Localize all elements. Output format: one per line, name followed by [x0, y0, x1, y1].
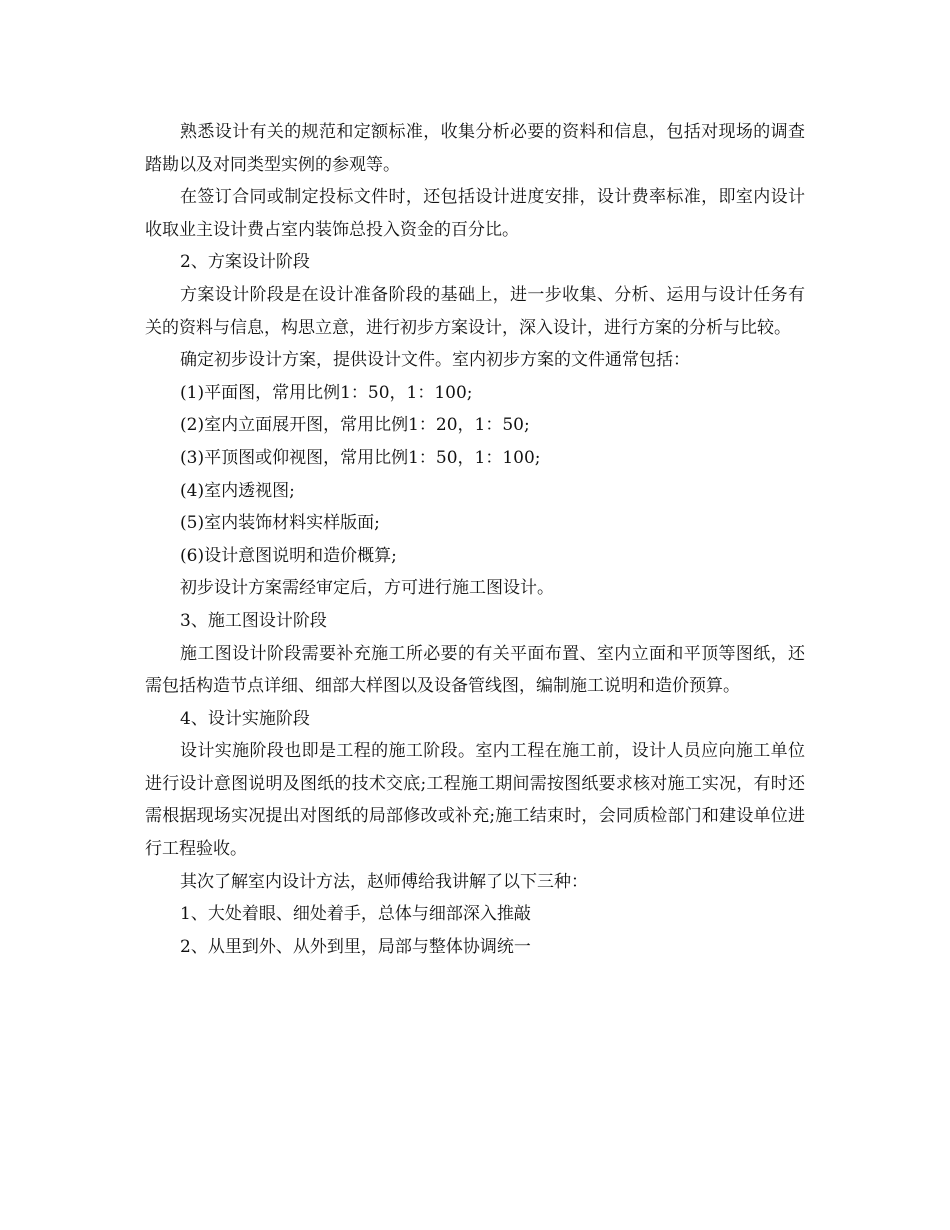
- list-item-elevation: (2)室内立面展开图，常用比例1：20，1：50;: [180, 415, 530, 436]
- list-item-perspective: (4)室内透视图;: [180, 480, 295, 501]
- section-heading-scheme-design: 2、方案设计阶段: [180, 252, 310, 273]
- paragraph-implementation: 设计实施阶段也即是工程的施工阶段。室内工程在施工前，设计人员应向施工单位进行设计意图说明及图纸的技术交底;工程施工期间需按图纸要求核对施工实况，有时还需根据现场实况提出对图纸的局部修改或补充;施工结束时，会同质检部门和建设单位进行工程验收。: [145, 741, 805, 860]
- paragraph-contract-fees: 在签订合同或制定投标文件时，还包括设计进度安排，设计费率标准，即室内设计收取业主设计费占室内装饰总投入资金的百分比。: [145, 187, 805, 240]
- list-item-method-1: 1、大处着眼、细处着手，总体与细部深入推敲: [180, 904, 531, 925]
- paragraph-construction-drawing: 施工图设计阶段需要补充施工所必要的有关平面布置、室内立面和平顶等图纸，还需包括构造节点详细、细部大样图以及设备管线图，编制施工说明和造价预算。: [145, 643, 805, 697]
- list-item-ceiling-plan: (3)平顶图或仰视图，常用比例1：50，1：100;: [180, 447, 541, 468]
- paragraph-prep-standards: 熟悉设计有关的规范和定额标准，收集分析必要的资料和信息，包括对现场的调查踏勘以及对同类型实例的参观等。: [145, 122, 805, 175]
- paragraph-scheme-design: 方案设计阶段是在设计准备阶段的基础上，进一步收集、分析、运用与设计任务有关的资料与信息，构思立意，进行初步方案设计，深入设计，进行方案的分析与比较。: [145, 284, 805, 338]
- list-item-method-2: 2、从里到外、从外到里，局部与整体协调统一: [180, 936, 531, 957]
- section-heading-construction-drawing: 3、施工图设计阶段: [180, 610, 327, 631]
- paragraph-methods-intro: 其次了解室内设计方法，赵师傅给我讲解了以下三种：: [180, 871, 588, 892]
- list-item-design-intent: (6)设计意图说明和造价概算;: [180, 545, 397, 566]
- paragraph-preliminary-scheme: 确定初步设计方案，提供设计文件。室内初步方案的文件通常包括：: [180, 350, 690, 371]
- section-heading-implementation: 4、设计实施阶段: [180, 708, 310, 729]
- list-item-floor-plan: (1)平面图，常用比例1：50，1：100;: [180, 382, 473, 403]
- paragraph-approval: 初步设计方案需经审定后，方可进行施工图设计。: [180, 578, 554, 599]
- list-item-material-board: (5)室内装饰材料实样版面;: [180, 513, 380, 534]
